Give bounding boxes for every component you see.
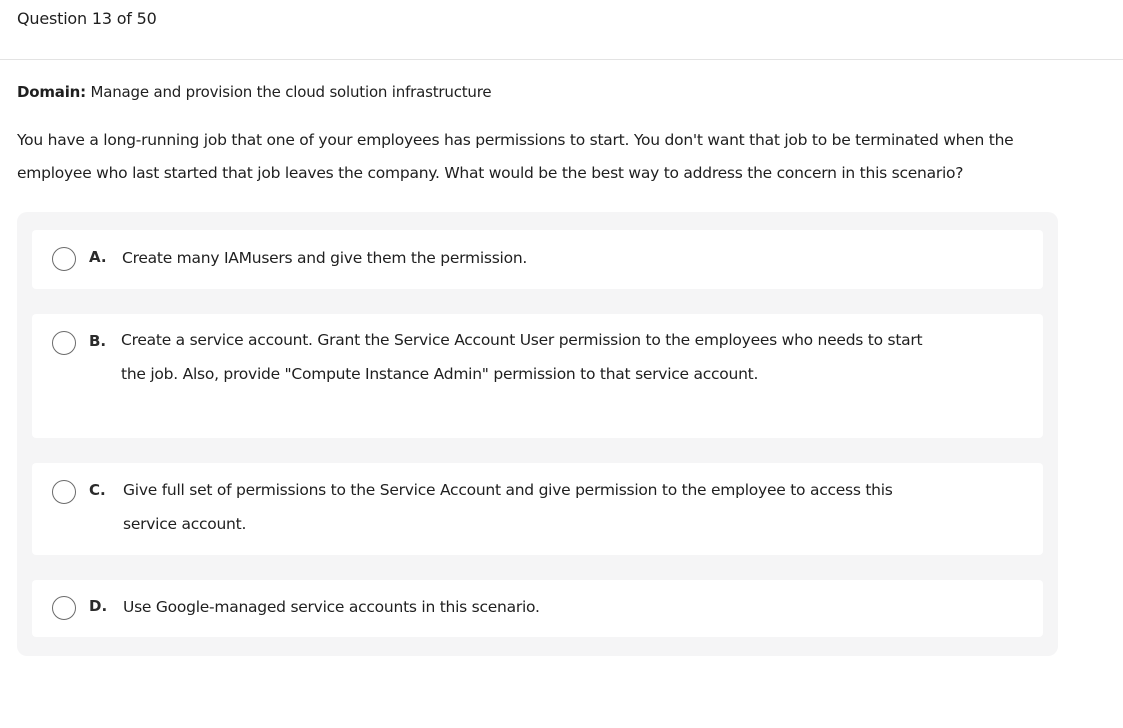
domain-label: Domain:: [17, 83, 86, 101]
option-text: Give full set of permissions to the Service Account and give permission to the employee to access this service account.: [123, 481, 893, 533]
option-text: Create many IAMusers and give them the permission.: [122, 249, 528, 267]
question-content: [0, 81, 1123, 656]
question-text: You have a long-running job that one of your employees has permissions to start. You don't want that job to be terminated when the employee who last started that job leaves the company. What would be the best way to address the concern in this scenario?: [17, 131, 1014, 182]
option-text: Use Google-managed service accounts in this scenario.: [123, 598, 540, 616]
radio-circle-icon[interactable]: [52, 247, 76, 271]
radio-circle-icon[interactable]: [52, 480, 76, 504]
radio-circle-icon[interactable]: [52, 331, 76, 355]
answer-options: [17, 212, 1058, 656]
option-c[interactable]: [32, 463, 1043, 555]
question-progress: Question 13 of 50: [17, 9, 157, 28]
option-a[interactable]: [32, 230, 1043, 289]
option-letter: A.: [89, 248, 107, 266]
option-b[interactable]: [32, 314, 1043, 438]
option-letter: B.: [89, 332, 107, 350]
option-text: Create a service account. Grant the Service Account User permission to the employees who needs to start the job. Also, provide "Compute Instance Admin" permission to that service account.: [121, 331, 923, 383]
radio-circle-icon[interactable]: [52, 596, 76, 620]
domain-line: [17, 81, 1106, 103]
question-header: [0, 0, 1123, 60]
option-d[interactable]: [32, 580, 1043, 637]
option-letter: D.: [89, 597, 108, 615]
option-letter: C.: [89, 481, 106, 499]
domain-value: Manage and provision the cloud solution infrastructure: [90, 83, 492, 101]
